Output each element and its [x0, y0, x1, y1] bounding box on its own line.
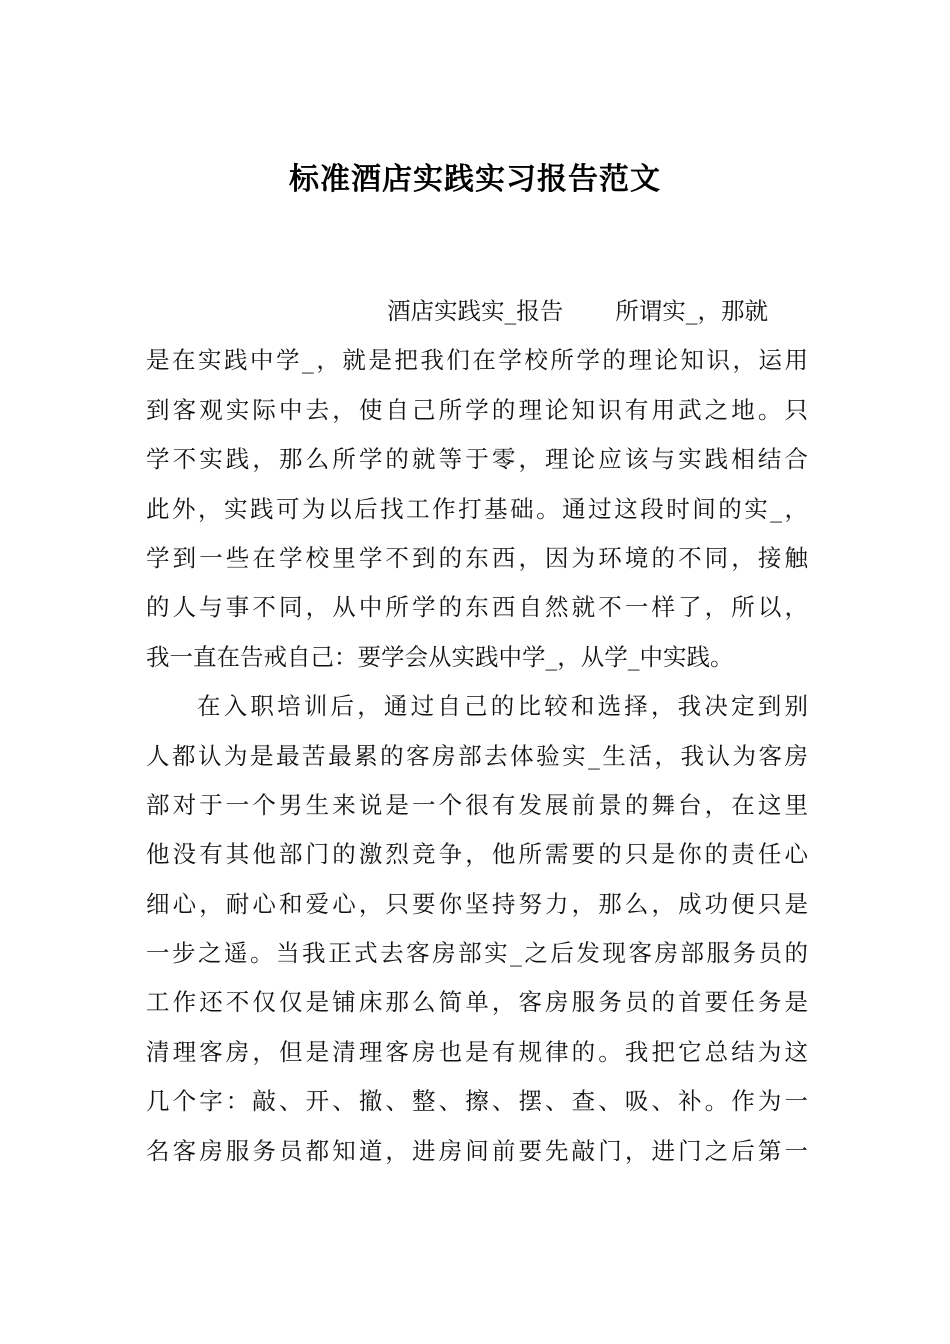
paragraph-1-line: 的人与事不同，从中所学的东西自然就不一样了，所以，	[146, 593, 808, 622]
paragraph-2-line: 工作还不仅仅是铺床那么简单，客房服务员的首要任务是	[146, 988, 808, 1017]
paragraph-1-line: 我一直在告戒自己：要学会从实践中学_，从学_中实践。	[146, 642, 734, 671]
paragraph-1-line: 到客观实际中去，使自己所学的理论知识有用武之地。只	[146, 395, 808, 424]
paragraph-1-line: 是在实践中学_，就是把我们在学校所学的理论知识，运用	[146, 346, 808, 375]
paragraph-2-line: 清理客房，但是清理客房也是有规律的。我把它总结为这	[146, 1037, 808, 1066]
paragraph-1-line: 学到一些在学校里学不到的东西，因为环境的不同，接触	[146, 543, 808, 572]
paragraph-1-line: 学不实践，那么所学的就等于零，理论应该与实践相结合	[146, 445, 808, 474]
paragraph-1-line: 此外，实践可为以后找工作打基础。通过这段时间的实_，	[146, 494, 808, 523]
paragraph-2-line: 一步之遥。当我正式去客房部实_之后发现客房部服务员的	[146, 939, 808, 968]
paragraph-1-opening-fragment: 所谓实_，那就	[615, 297, 768, 325]
paragraph-2-line: 在入职培训后，通过自己的比较和选择，我决定到别	[197, 692, 808, 721]
paragraph-2-line: 名客房服务员都知道，进房间前要先敲门，进门之后第一	[146, 1136, 808, 1165]
paragraph-2-line: 人都认为是最苦最累的客房部去体验实_生活，我认为客房	[146, 741, 808, 770]
paragraph-1-heading-fragment: 酒店实践实_报告	[387, 297, 564, 325]
paragraph-1-line-1	[146, 287, 808, 336]
paragraph-2-line: 几个字：敲、开、撤、整、擦、摆、查、吸、补。作为一	[146, 1087, 808, 1116]
paragraph-2-line: 他没有其他部门的激烈竞争，他所需要的只是你的责任心	[146, 840, 808, 869]
paragraph-2-line: 细心，耐心和爱心，只要你坚持努力，那么，成功便只是	[146, 889, 808, 918]
paragraph-2-line: 部对于一个男生来说是一个很有发展前景的舞台，在这里	[146, 790, 808, 819]
document-body	[146, 287, 808, 1176]
document-title: 标准酒店实践实习报告范文	[289, 162, 661, 197]
